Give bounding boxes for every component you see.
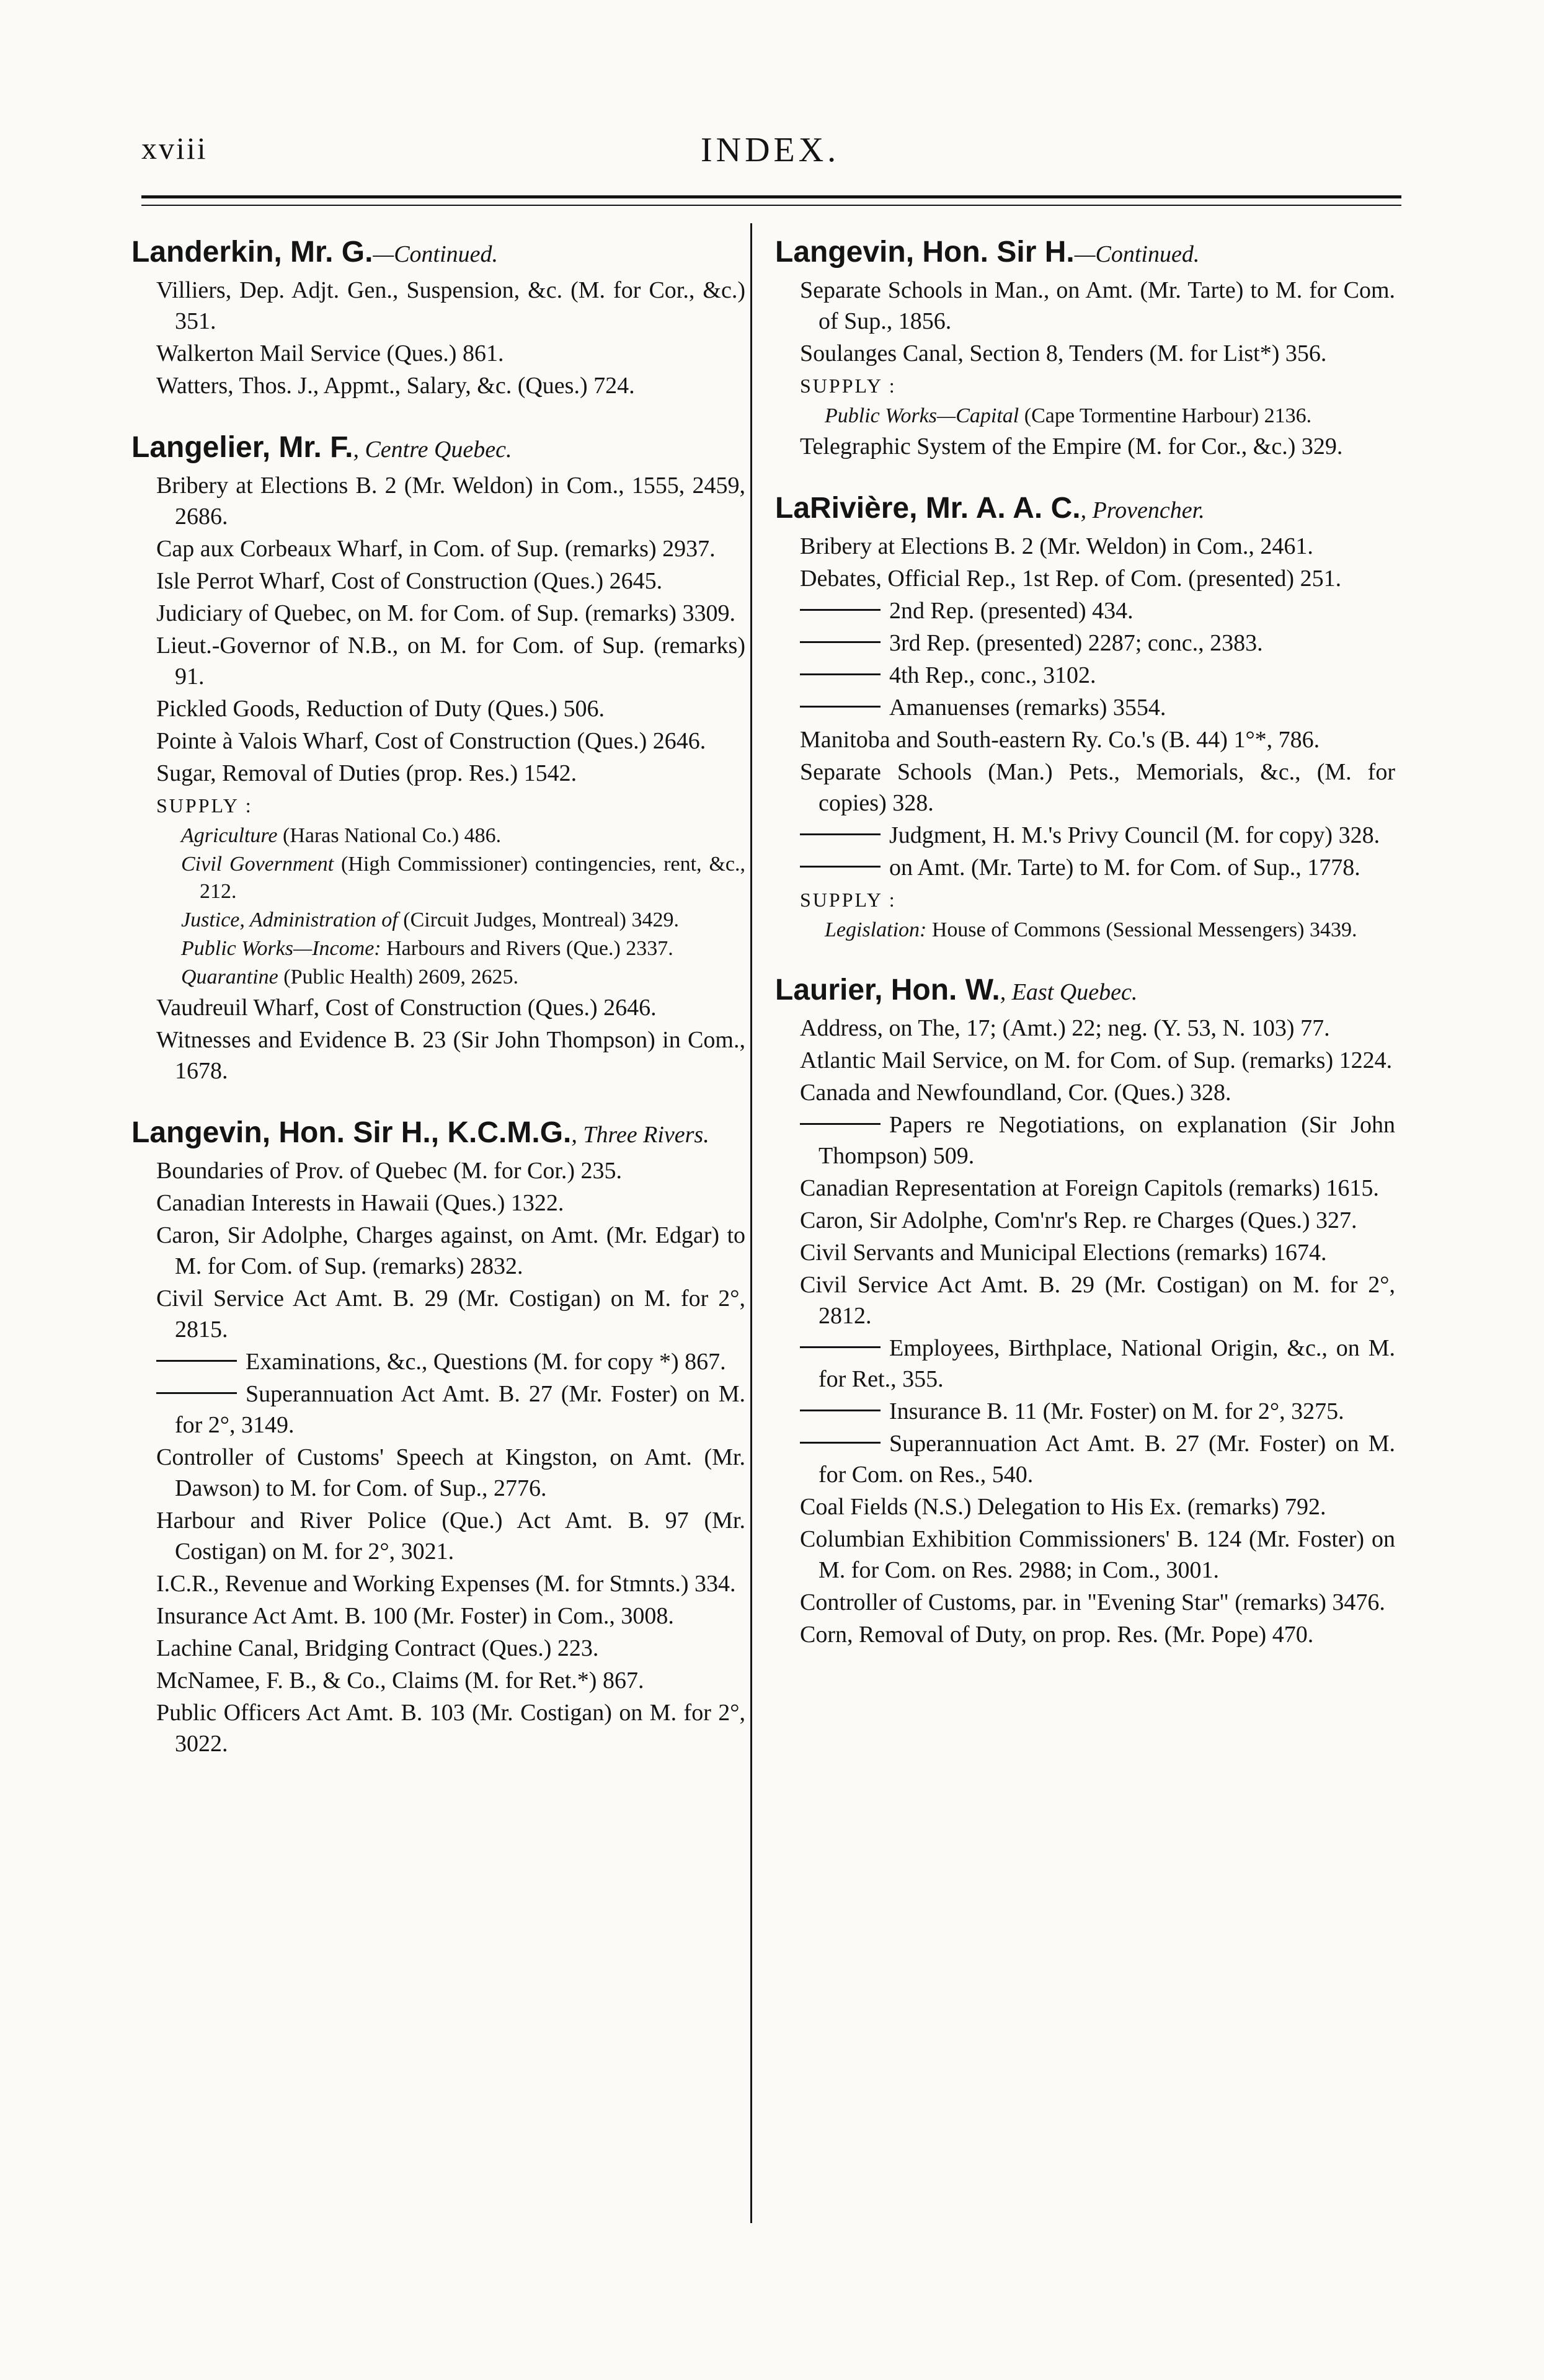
index-item bbox=[131, 1346, 745, 1377]
supply-text: House of Commons (Sessional Messengers) 3439. bbox=[926, 918, 1357, 941]
index-item bbox=[131, 758, 745, 789]
index-item bbox=[775, 724, 1395, 755]
ditto-dash bbox=[800, 1346, 881, 1348]
index-item bbox=[775, 1173, 1395, 1204]
page-number: xviii bbox=[141, 131, 208, 166]
ditto-dash bbox=[800, 609, 881, 611]
supply-item bbox=[131, 964, 745, 991]
ditto-dash bbox=[156, 1360, 237, 1362]
entry-name: Laurier, Hon. W. bbox=[775, 974, 1000, 1006]
supply-category: Agriculture bbox=[181, 824, 278, 847]
index-item-text: Boundaries of Prov. of Quebec (M. for Cor.) 235. bbox=[156, 1158, 623, 1184]
index-item bbox=[775, 1109, 1395, 1171]
index-item bbox=[131, 1568, 745, 1599]
index-item-text: Caron, Sir Adolphe, Com'nr's Rep. re Charges (Ques.) 327. bbox=[800, 1207, 1357, 1233]
index-item bbox=[131, 370, 745, 401]
index-item bbox=[131, 1379, 745, 1441]
index-item-text: Superannuation Act Amt. B. 27 (Mr. Foster) on M. for 2°, 3149. bbox=[175, 1381, 745, 1438]
entry-suffix: , East Quebec. bbox=[1000, 979, 1138, 1005]
supply-text: Harbours and Rivers (Que.) 2337. bbox=[381, 937, 673, 960]
index-item bbox=[775, 1587, 1395, 1618]
index-item-text: Harbour and River Police (Que.) Act Amt. B. 97 (Mr. Costigan) on M. for 2°, 3021. bbox=[156, 1507, 745, 1565]
supply-category: Quarantine bbox=[181, 966, 278, 988]
index-entry bbox=[131, 1115, 745, 1759]
index-item-text: Soulanges Canal, Section 8, Tenders (M. for List*) 356. bbox=[800, 340, 1327, 366]
index-item-text: Debates, Official Rep., 1st Rep. of Com. (presented) 251. bbox=[800, 566, 1342, 592]
index-item-text: Columbian Exhibition Commissioners' B. 124 (Mr. Foster) on M. for Com. on Res. 2988; in Com., 3001. bbox=[800, 1526, 1395, 1583]
index-item-text: Public Officers Act Amt. B. 103 (Mr. Costigan) on M. for 2°, 3022. bbox=[156, 1700, 745, 1757]
index-item-text: Insurance B. 11 (Mr. Foster) on M. for 2°, 3275. bbox=[889, 1398, 1344, 1424]
index-entry bbox=[775, 491, 1395, 944]
index-item-text: Vaudreuil Wharf, Cost of Construction (Ques.) 2646. bbox=[156, 995, 657, 1021]
index-item-text: McNamee, F. B., & Co., Claims (M. for Ret.*) 867. bbox=[156, 1667, 644, 1694]
index-item-text: Examinations, &c., Questions (M. for copy *) 867. bbox=[246, 1349, 726, 1375]
index-item bbox=[131, 1505, 745, 1567]
index-item bbox=[775, 660, 1395, 691]
index-item bbox=[131, 1633, 745, 1664]
index-entry bbox=[131, 430, 745, 1086]
index-item bbox=[131, 1442, 745, 1504]
index-item-text: Address, on The, 17; (Amt.) 22; neg. (Y. 53, N. 103) 77. bbox=[800, 1015, 1330, 1041]
column-divider bbox=[750, 223, 752, 2223]
index-item bbox=[775, 1491, 1395, 1522]
index-item-text: Separate Schools (Man.) Pets., Memorials, &c., (M. for copies) 328. bbox=[800, 759, 1395, 816]
index-item-text: Coal Fields (N.S.) Delegation to His Ex. (remarks) 792. bbox=[800, 1494, 1326, 1520]
entry-heading bbox=[131, 1115, 745, 1153]
supply-item bbox=[131, 851, 745, 905]
index-item bbox=[775, 1333, 1395, 1395]
index-item-text: Bribery at Elections B. 2 (Mr. Weldon) in Com., 2461. bbox=[800, 533, 1313, 559]
index-item bbox=[131, 1601, 745, 1632]
index-item bbox=[131, 533, 745, 564]
entry-heading bbox=[131, 430, 745, 468]
index-item-text: Superannuation Act Amt. B. 27 (Mr. Foster) on M. for Com. on Res., 540. bbox=[819, 1431, 1395, 1488]
index-item-text: Insurance Act Amt. B. 100 (Mr. Foster) in Com., 3008. bbox=[156, 1603, 674, 1629]
index-item-text: Sugar, Removal of Duties (prop. Res.) 1542. bbox=[156, 760, 577, 786]
index-item bbox=[775, 692, 1395, 723]
supply-item bbox=[131, 822, 745, 850]
ditto-dash bbox=[800, 1442, 881, 1444]
index-item-text: Corn, Removal of Duty, on prop. Res. (Mr. Pope) 470. bbox=[800, 1622, 1314, 1648]
entry-heading bbox=[775, 972, 1395, 1010]
index-item bbox=[131, 598, 745, 629]
supply-text: (Circuit Judges, Montreal) 3429. bbox=[397, 908, 680, 931]
index-item bbox=[775, 1269, 1395, 1331]
index-item bbox=[775, 1524, 1395, 1586]
index-item bbox=[131, 726, 745, 757]
index-item bbox=[775, 1013, 1395, 1044]
index-item-text: Judiciary of Quebec, on M. for Com. of Sup. (remarks) 3309. bbox=[156, 600, 735, 626]
index-entry bbox=[775, 234, 1395, 462]
supply-category: Civil Government bbox=[181, 853, 334, 876]
supply-item bbox=[775, 402, 1395, 430]
index-item-text: Controller of Customs' Speech at Kingston, on Amt. (Mr. Dawson) to M. for Com. of Sup., 2776. bbox=[156, 1444, 745, 1501]
index-item-text: Civil Servants and Municipal Elections (remarks) 1674. bbox=[800, 1240, 1327, 1266]
index-item-text: Witnesses and Evidence B. 23 (Sir John Thompson) in Com., 1678. bbox=[156, 1027, 745, 1084]
index-item bbox=[775, 431, 1395, 462]
header-rule-thick bbox=[141, 195, 1401, 198]
index-item bbox=[131, 1283, 745, 1345]
index-item-text: Telegraphic System of the Empire (M. for Cor., &c.) 329. bbox=[800, 433, 1343, 460]
entry-suffix: —Continued. bbox=[373, 241, 499, 267]
index-item bbox=[775, 531, 1395, 562]
supply-category: Public Works—Income: bbox=[181, 937, 381, 960]
index-item bbox=[131, 630, 745, 692]
index-item bbox=[131, 1665, 745, 1696]
page-title: INDEX. bbox=[701, 131, 840, 169]
entry-heading bbox=[131, 234, 745, 272]
index-item bbox=[775, 628, 1395, 659]
index-item bbox=[131, 693, 745, 724]
index-item-text: Employees, Birthplace, National Origin, &c., on M. for Ret., 355. bbox=[819, 1335, 1395, 1392]
index-item-text: 2nd Rep. (presented) 434. bbox=[889, 598, 1134, 624]
index-item-text: Watters, Thos. J., Appmt., Salary, &c. (Ques.) 724. bbox=[156, 373, 635, 399]
index-item bbox=[775, 1237, 1395, 1268]
ditto-dash bbox=[156, 1392, 237, 1394]
index-item-text: Villiers, Dep. Adjt. Gen., Suspension, &c. (M. for Cor., &c.) 351. bbox=[156, 277, 745, 334]
left-column bbox=[131, 234, 745, 1788]
entry-heading bbox=[775, 491, 1395, 528]
supply-category: Justice, Administration of bbox=[181, 908, 398, 931]
index-item-text: Atlantic Mail Service, on M. for Com. of Sup. (remarks) 1224. bbox=[800, 1047, 1393, 1073]
index-item bbox=[131, 566, 745, 597]
index-item bbox=[775, 1077, 1395, 1108]
entry-name: LaRivière, Mr. A. A. C. bbox=[775, 492, 1081, 525]
index-item bbox=[775, 757, 1395, 819]
supply-category: Public Works—Capital bbox=[825, 404, 1019, 427]
index-item-text: Caron, Sir Adolphe, Charges against, on Amt. (Mr. Edgar) to M. for Com. of Sup. (remarks) 2832. bbox=[156, 1222, 745, 1279]
index-item bbox=[131, 992, 745, 1023]
index-item-text: Isle Perrot Wharf, Cost of Construction (Ques.) 2645. bbox=[156, 568, 663, 594]
index-item-text: on Amt. (Mr. Tarte) to M. for Com. of Sup., 1778. bbox=[889, 855, 1360, 881]
index-item-text: Canadian Representation at Foreign Capitols (remarks) 1615. bbox=[800, 1175, 1379, 1201]
index-item bbox=[775, 1619, 1395, 1650]
index-entry bbox=[775, 972, 1395, 1650]
index-item bbox=[131, 338, 745, 369]
index-item-text: Pickled Goods, Reduction of Duty (Ques.) 506. bbox=[156, 696, 605, 722]
index-item bbox=[775, 1396, 1395, 1427]
index-item-text: Canadian Interests in Hawaii (Ques.) 1322. bbox=[156, 1190, 564, 1216]
supply-item bbox=[775, 917, 1395, 944]
supply-label: SUPPLY : bbox=[800, 889, 897, 911]
index-item-text: Lieut.-Governor of N.B., on M. for Com. of Sup. (remarks) 91. bbox=[156, 633, 745, 690]
index-item bbox=[131, 1220, 745, 1282]
supply-text: (Haras National Co.) 486. bbox=[277, 824, 502, 847]
entry-name: Landerkin, Mr. G. bbox=[131, 236, 373, 269]
index-item bbox=[775, 1045, 1395, 1076]
entry-heading bbox=[775, 234, 1395, 272]
index-item-text: Lachine Canal, Bridging Contract (Ques.) 223. bbox=[156, 1635, 599, 1661]
ditto-dash bbox=[800, 1410, 881, 1411]
index-item bbox=[775, 852, 1395, 883]
index-item-text: Pointe à Valois Wharf, Cost of Construction (Ques.) 2646. bbox=[156, 728, 706, 754]
supply-text: (Cape Tormentine Harbour) 2136. bbox=[1019, 404, 1312, 427]
index-item bbox=[775, 595, 1395, 626]
index-item-text: Cap aux Corbeaux Wharf, in Com. of Sup. (remarks) 2937. bbox=[156, 536, 716, 562]
entry-suffix: , Centre Quebec. bbox=[353, 437, 512, 463]
index-item-text: Amanuenses (remarks) 3554. bbox=[889, 695, 1166, 721]
index-item-text: Papers re Negotiations, on explanation (Sir John Thompson) 509. bbox=[819, 1112, 1395, 1169]
index-item-text: Civil Service Act Amt. B. 29 (Mr. Costigan) on M. for 2°, 2812. bbox=[800, 1272, 1395, 1329]
ditto-dash bbox=[800, 706, 881, 708]
index-item-text: Walkerton Mail Service (Ques.) 861. bbox=[156, 340, 504, 366]
index-entry bbox=[131, 234, 745, 401]
ditto-dash bbox=[800, 833, 881, 835]
index-item bbox=[775, 275, 1395, 337]
index-item bbox=[131, 1155, 745, 1186]
index-item bbox=[131, 275, 745, 337]
index-item-text: 3rd Rep. (presented) 2287; conc., 2383. bbox=[889, 630, 1263, 656]
ditto-dash bbox=[800, 1123, 881, 1125]
index-item-text: Separate Schools in Man., on Amt. (Mr. Tarte) to M. for Com. of Sup., 1856. bbox=[800, 277, 1395, 334]
index-item-text: Bribery at Elections B. 2 (Mr. Weldon) in Com., 1555, 2459, 2686. bbox=[156, 473, 745, 530]
index-item-text: Controller of Customs, par. in "Evening Star" (remarks) 3476. bbox=[800, 1589, 1385, 1615]
index-item bbox=[131, 1024, 745, 1086]
index-item bbox=[131, 470, 745, 532]
index-item bbox=[775, 338, 1395, 369]
ditto-dash bbox=[800, 641, 881, 643]
entry-suffix: , Provencher. bbox=[1080, 497, 1205, 523]
index-item bbox=[775, 1428, 1395, 1490]
supply-item bbox=[131, 935, 745, 962]
ditto-dash bbox=[800, 673, 881, 675]
entry-suffix: —Continued. bbox=[1074, 241, 1200, 267]
supply-category: Legislation: bbox=[825, 918, 927, 941]
index-item bbox=[775, 1205, 1395, 1236]
supply-text: (Public Health) 2609, 2625. bbox=[278, 966, 518, 988]
entry-name: Langevin, Hon. Sir H., K.C.M.G. bbox=[131, 1116, 572, 1149]
index-item-text: Manitoba and South-eastern Ry. Co.'s (B. 44) 1°*, 786. bbox=[800, 727, 1320, 753]
index-item-text: I.C.R., Revenue and Working Expenses (M. for Stmnts.) 334. bbox=[156, 1571, 736, 1597]
supply-label: SUPPLY : bbox=[800, 375, 897, 397]
entry-name: Langelier, Mr. F. bbox=[131, 431, 353, 464]
index-item bbox=[775, 820, 1395, 851]
index-item bbox=[131, 1697, 745, 1759]
index-item bbox=[131, 1188, 745, 1219]
index-item-text: 4th Rep., conc., 3102. bbox=[889, 662, 1096, 688]
header-rule-thin bbox=[141, 205, 1401, 206]
supply-item bbox=[131, 907, 745, 934]
ditto-dash bbox=[800, 866, 881, 868]
index-item-text: Civil Service Act Amt. B. 29 (Mr. Costigan) on M. for 2°, 2815. bbox=[156, 1285, 745, 1343]
right-column bbox=[775, 234, 1395, 1679]
entry-suffix: , Three Rivers. bbox=[571, 1122, 709, 1148]
index-item bbox=[775, 563, 1395, 594]
index-item-text: Canada and Newfoundland, Cor. (Ques.) 328. bbox=[800, 1080, 1231, 1106]
entry-name: Langevin, Hon. Sir H. bbox=[775, 236, 1075, 269]
supply-text: (High Commissioner) contingencies, rent, &c., 212. bbox=[200, 853, 745, 903]
supply-label: SUPPLY : bbox=[156, 794, 253, 817]
index-item-text: Judgment, H. M.'s Privy Council (M. for copy) 328. bbox=[889, 822, 1380, 848]
